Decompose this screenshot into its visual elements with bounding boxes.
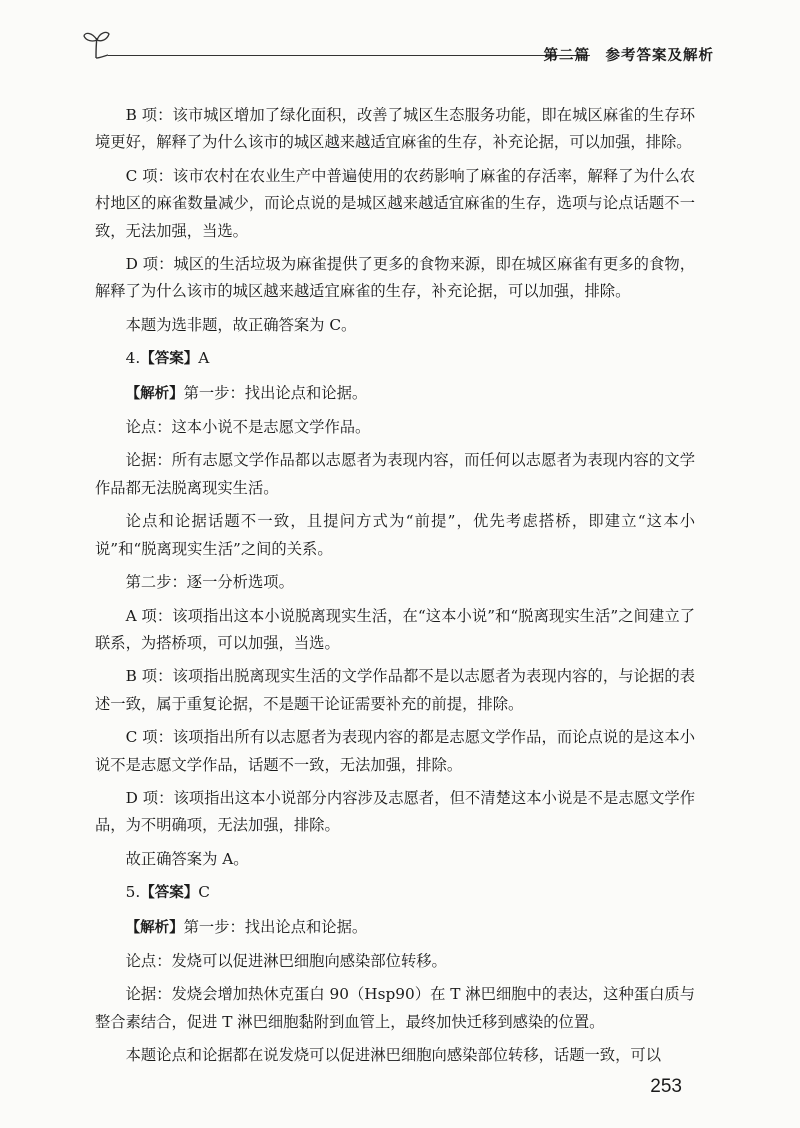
analysis-label: 【解析】 (125, 919, 184, 936)
section-title: 第二篇 参考答案及解析 (543, 48, 714, 64)
paragraph: A 项：该项指出这本小说脱离现实生活，在“这本小说”和“脱离现实生活”之间建立了联系，为搭桥项，可以加强，当选。 (95, 606, 695, 652)
sprout-icon (82, 28, 112, 62)
answer-label: 【答案】 (140, 885, 199, 902)
answer-label: 【答案】 (140, 351, 199, 368)
paragraph: 论点：这本小说不是志愿文学作品。 (125, 418, 371, 437)
paragraph: C 项：该项指出所有以志愿者为表现内容的都是志愿文学作品，而论点说的是这本小说不是志愿文学作品，话题不一致，无法加强，排除。 (95, 728, 695, 774)
running-header (82, 28, 722, 68)
question-number: 5. (125, 883, 141, 902)
answer-line-q4 (95, 345, 695, 373)
analysis-line-q5 (95, 914, 695, 942)
answer-line-q5 (95, 879, 695, 907)
paragraph: D 项：该项指出这本小说部分内容涉及志愿者，但不清楚这本小说是不是志愿文学作品，为不明确项，无法加强，排除。 (95, 788, 695, 835)
paragraph: 论点：发烧可以促进淋巴细胞向感染部位转移。 (125, 951, 447, 970)
analysis-step: 第一步：找出论点和论据。 (183, 383, 368, 402)
paragraph: B 项：该项指出脱离现实生活的文学作品都不是以志愿者为表现内容的，与论据的表述一致，属于重复论据，不是题干论证需要补充的前提，排除。 (95, 667, 695, 713)
paragraph: D 项：城区的生活垃圾为麻雀提供了更多的食物来源，即在城区麻雀有更多的食物，解释了为什么该市的城区越来越适宜麻雀的生存，补充论据，可以加强，排除。 (95, 255, 695, 301)
paragraph: B 项：该市城区增加了绿化面积，改善了城区生态服务功能，即在城区麻雀的生存环境更好，解释了为什么该市的城区越来越适宜麻雀的生存，补充论据，可以加强，排除。 (95, 106, 695, 152)
question-number: 4. (125, 349, 141, 368)
header-rule (108, 55, 590, 56)
paragraph: 论据：所有志愿文学作品都以志愿者为表现内容，而任何以志愿者为表现内容的文学作品都无法脱离现实生活。 (95, 451, 695, 497)
page-body (95, 102, 695, 1076)
analysis-line-q4 (95, 380, 695, 408)
paragraph: 论点和论据话题不一致，且提问方式为“前提”，优先考虑搭桥，即建立“这本小说”和“脱离现实生活”之间的关系。 (95, 512, 695, 558)
paragraph: 本题为选非题，故正确答案为 C。 (125, 315, 357, 334)
paragraph: 第二步：逐一分析选项。 (125, 573, 294, 592)
answer-value: C (198, 883, 210, 902)
paragraph: 本题论点和论据都在说发烧可以促进淋巴细胞向感染部位转移，话题一致，可以 (125, 1046, 661, 1065)
answer-value: A (198, 349, 210, 368)
paragraph: 论据：发烧会增加热休克蛋白 90（Hsp90）在 T 淋巴细胞中的表达，这种蛋白质与整合素结合，促进 T 淋巴细胞黏附到血管上，最终加快迁移到感染的位置。 (95, 985, 695, 1031)
paragraph: 故正确答案为 A。 (125, 849, 249, 868)
paragraph: C 项：该市农村在农业生产中普遍使用的农药影响了麻雀的存活率，解释了为什么农村地区的麻雀数量减少，而论点说的是城区越来越适宜麻雀的生存，选项与论点话题不一致，无法加强，当选。 (95, 166, 695, 240)
analysis-label: 【解析】 (125, 385, 184, 402)
analysis-step: 第一步：找出论点和论据。 (183, 917, 368, 936)
page-number: 253 (650, 1076, 682, 1097)
